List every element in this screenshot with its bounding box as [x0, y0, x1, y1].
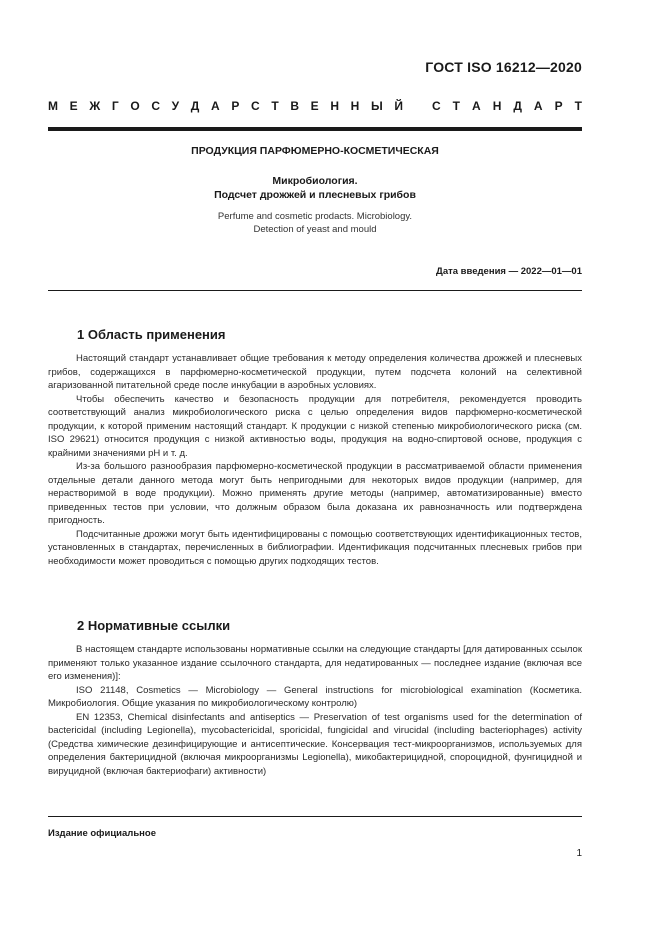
banner-letter: О — [130, 99, 140, 113]
title-divider — [48, 290, 582, 291]
document-code: ГОСТ ISO 16212—2020 — [425, 59, 582, 75]
banner-letter: Ы — [370, 99, 383, 113]
page-number: 1 — [576, 848, 582, 859]
section-2-reference: ISO 21148, Cosmetics — Microbiology — General instructions for microbiological examination (Косметика. Микробиология. Общие указания по микробиологическому контролю) — [48, 684, 582, 709]
standard-banner — [48, 99, 582, 113]
section-1-paragraph: Подсчитанные дрожжи могут быть идентифицированы с помощью соответствующих идентификационных тестов, установленных в стандартах, перечисленных в библиографии. Идентификация подсчитанных плесневых грибов при необходимости может проводиться с помощью других подходящих тестов. — [48, 528, 582, 567]
section-1-paragraph: Из-за большого разнообразия парфюмерно-косметической продукции в рассматриваемой области применения отдельные детали данного метода могут быть непригодными для некоторых видов продукции (например, для нерастворимой в воде продукции). Можно применять другие методы (например, автоматизированные) вместо приведенных тестов при условии, что должным образом была доказана их равнозначность или подтверждена пригодность. — [48, 461, 582, 526]
section-1-paragraph: Чтобы обеспечить качество и безопасность продукции для потребителя, рекомендуется проводить соответствующий анализ микробиологического риска с целью определения видов парфюмерно-косметической продукции, к которой применим настоящий стандарт. К продукции с низкой степенью микробиологического риска (см. ISO 29621) относится продукция с низкой активностью воды, продукция на водно-спиртовой основе, продукция с крайними значениями pH и т. д. — [48, 393, 582, 459]
section-1-heading: 1 Область применения — [77, 327, 226, 342]
banner-letter: Н — [492, 99, 502, 113]
document-title: ПРОДУКЦИЯ ПАРФЮМЕРНО-КОСМЕТИЧЕСКАЯ — [191, 145, 439, 157]
section-1-body — [48, 352, 582, 568]
section-2-heading: 2 Нормативные ссылки — [77, 618, 231, 633]
banner-letter: Н — [350, 99, 360, 113]
banner-letter: Т — [452, 99, 461, 113]
subtitle-line-1: Микробиология. — [272, 175, 358, 187]
english-title-line-1: Perfume and cosmetic prodacts. Microbiology. — [217, 211, 413, 222]
banner-letter: М — [48, 99, 58, 113]
banner-letter: А — [472, 99, 481, 113]
banner-letter: Т — [574, 99, 582, 113]
subtitle-line-2: Подсчет дрожжей и плесневых грибов — [214, 189, 416, 201]
english-title-line-2: Detection of yeast and mould — [253, 224, 377, 235]
banner-letter: С — [151, 99, 160, 113]
section-2-reference: EN 12353, Chemical disinfectants and antiseptics — Preservation of test organisms used for the determination of bactericidal (including Legionella), mycobactericidal, sporicidal, fungicidal and virucidal (including bacteriophages) activity (Средства химические дезинфицирующие и антисептические. Консервация тест-микроорганизмов, используемых для определения бактерицидной (включая микроорганизмы Legionella), микобактерицидной, спороцидной, фунгицидной и вируцидной (включая бактериофаги) активности) — [48, 711, 582, 777]
section-2-paragraph: В настоящем стандарте использованы нормативные ссылки на следующие стандарты [для датированных ссылок применяют только указанное издание ссылочного стандарта, для недатированных — последнее издание (включая все его изменения)]: — [48, 644, 582, 682]
banner-letter: А — [210, 99, 220, 113]
banner-letter: Ж — [89, 99, 101, 113]
banner-letter: С — [432, 99, 441, 113]
introduction-date: Дата введения — 2022—01—01 — [436, 266, 582, 277]
banner-letter: Р — [554, 99, 563, 113]
banner-letter: У — [171, 99, 180, 113]
english-title — [48, 210, 582, 236]
section-2-body — [48, 643, 582, 778]
banner-letter: Д — [190, 99, 200, 113]
banner-letter: Р — [231, 99, 240, 113]
banner-letter: А — [533, 99, 543, 113]
banner-letter: Г — [111, 99, 119, 113]
banner-letter: Т — [271, 99, 279, 113]
banner-letter: В — [290, 99, 299, 113]
banner-letter: С — [250, 99, 260, 113]
official-edition-label: Издание официальное — [48, 828, 156, 839]
banner-word-interstate — [48, 99, 403, 113]
banner-letter: Д — [513, 99, 522, 113]
banner-letter: Е — [310, 99, 319, 113]
section-1-paragraph: Настоящий стандарт устанавливает общие требования к методу определения количества дрожжей и плесневых грибов, содержащихся в парфюмерно-косметической продукции, путем подсчета колоний на селективной агаризованной питательной среде после инкубации в аэробных условиях. — [48, 353, 582, 391]
banner-letter: Й — [394, 99, 403, 113]
header-divider — [48, 127, 582, 131]
footer-divider — [48, 816, 582, 817]
banner-letter: Н — [330, 99, 339, 113]
document-subtitle — [48, 174, 582, 202]
banner-letter: Е — [69, 99, 78, 113]
banner-word-standard — [432, 99, 582, 113]
